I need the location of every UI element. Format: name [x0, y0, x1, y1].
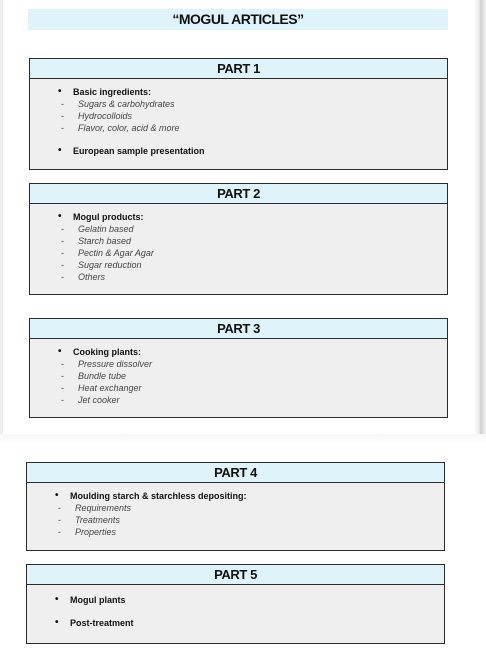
part-body	[30, 339, 447, 406]
sub-item: - Heat exchanger	[58, 382, 447, 394]
sub-item: - Properties	[55, 526, 444, 538]
sub-item: - Pressure dissolver	[58, 358, 447, 370]
part-heading: PART 5	[27, 565, 444, 585]
sub-item: - Requirements	[55, 502, 444, 514]
part-body	[30, 79, 447, 157]
sub-item: - Pectin & Agar Agar	[58, 247, 447, 259]
bullet-item: • Cooking plants:	[58, 346, 447, 358]
part-heading: PART 2	[30, 184, 447, 204]
bullet-item: • Basic ingredients:	[58, 86, 447, 98]
page-break	[0, 434, 486, 444]
part-5-box	[26, 564, 445, 644]
sub-item: - Hydrocolloids	[58, 110, 447, 122]
bullet-item: • Post-treatment	[55, 617, 444, 629]
sub-item: - Treatments	[55, 514, 444, 526]
part-4-box	[26, 462, 445, 551]
sub-item: - Sugars & carbohydrates	[58, 98, 447, 110]
sub-item: - Sugar reduction	[58, 259, 447, 271]
part-heading: PART 4	[27, 463, 444, 483]
part-body	[27, 483, 444, 538]
page-edge-shadow	[474, 0, 486, 434]
part-1-box	[29, 58, 448, 170]
sub-item: - Bundle tube	[58, 370, 447, 382]
part-3-box	[29, 318, 448, 418]
sub-item: - Flavor, color, acid & more	[58, 122, 447, 134]
part-heading: PART 1	[30, 59, 447, 79]
bullet-item: • Moulding starch & starchless depositing:	[55, 490, 444, 502]
part-2-box	[29, 183, 448, 295]
part-body	[30, 204, 447, 283]
bullet-item: • European sample presentation	[58, 145, 447, 157]
sub-item: - Jet cooker	[58, 394, 447, 406]
document-title: “MOGUL ARTICLES”	[28, 9, 448, 30]
page-edge	[0, 0, 3, 434]
bullet-item: • Mogul products:	[58, 211, 447, 223]
part-heading: PART 3	[30, 319, 447, 339]
sub-item: - Others	[58, 271, 447, 283]
bullet-item: • Mogul plants	[55, 594, 444, 606]
part-body	[27, 585, 444, 629]
sub-item: - Gelatin based	[58, 223, 447, 235]
sub-item: - Starch based	[58, 235, 447, 247]
